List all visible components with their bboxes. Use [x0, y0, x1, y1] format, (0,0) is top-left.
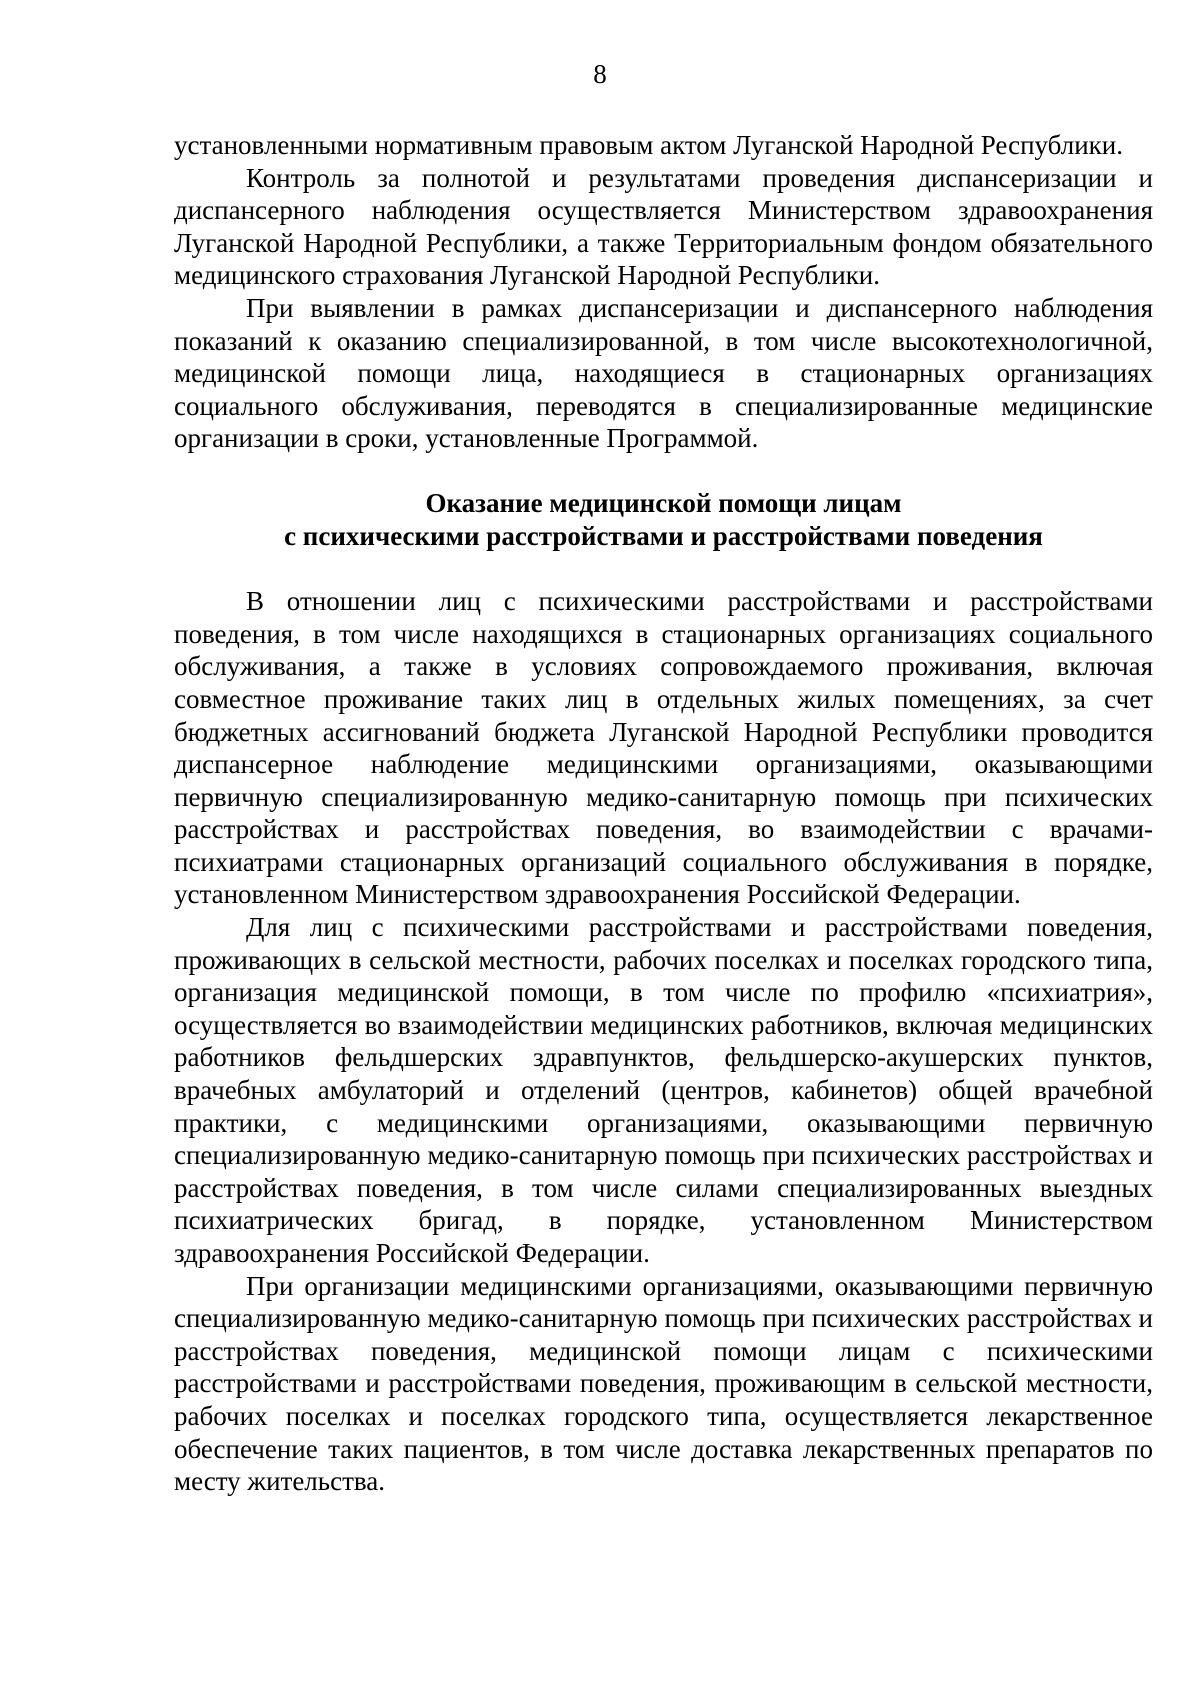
paragraph-drug-supply: При организации медицинскими организациями, оказывающими первичную специализированную медико-санитарную помощь при психических расстройствах и расстройствах поведения, медицинской помощи лицам с психическими расстройствами и расстройствами поведения, проживающим в сельской местности, рабочих поселках и поселках городского типа, осуществляется лекарственное обеспечение таких пациентов, в том числе доставка лекарственных препаратов по месту жительства. — [174, 1270, 1153, 1497]
page-number: 8 — [593, 59, 607, 89]
paragraph-dispensary-observation: В отношении лиц с психическими расстройствами и расстройствами поведения, в том числе находящихся в стационарных организациях социального обслуживания, а также в условиях сопровождаемого проживания, включая совместное проживание таких лиц в отдельных жилых помещениях, за счет бюджетных ассигнований бюджета Луганской Народной Республики проводится диспансерное наблюдение медицинскими организациями, оказывающими первичную специализированную медико-санитарную помощь при психических расстройствах и расстройствах поведения, во взаимодействии с врачами-психиатрами стационарных организаций социального обслуживания в порядке, установленном Министерством здравоохранения Российской Федерации. — [174, 586, 1153, 910]
paragraph-continuation: установленными нормативным правовым актом Луганской Народной Республики. — [174, 130, 1123, 160]
paragraph-rural-care: Для лиц с психическими расстройствами и расстройствами поведения, проживающих в сельской местности, рабочих поселках и поселках городского типа, организация медицинской помощи, в том числе по профилю «психиатрия», осуществляется во взаимодействии медицинских работников, включая медицинских работников фельдшерских здравпунктов, фельдшерско-акушерских пунктов, врачебных амбулаторий и отделений (центров, кабинетов) общей врачебной практики, с медицинскими организациями, оказывающими первичную специализированную медико-санитарную помощь при психических расстройствах и расстройствах поведения, в том числе силами специализированных выездных психиатрических бригад, в порядке, установленном Министерством здравоохранения Российской Федерации. — [174, 912, 1153, 1268]
section-title-line-1: Оказание медицинской помощи лицам — [425, 487, 902, 518]
section-title — [174, 487, 1153, 552]
paragraph-referral: При выявлении в рамках диспансеризации и диспансерного наблюдения показаний к оказанию специализированной, в том числе высокотехнологичной, медицинской помощи лица, находящиеся в стационарных организациях социального обслуживания, переводятся в специализированные медицинские организации в сроки, установленные Программой. — [174, 292, 1153, 454]
paragraph-control: Контроль за полнотой и результатами проведения диспансеризации и диспансерного наблюдения осуществляется Министерством здравоохранения Луганской Народной Республики, а также Территориальным фондом обязательного медицинского страхования Луганской Народной Республики. — [174, 162, 1153, 291]
section-title-line-2: с психическими расстройствами и расстройствами поведения — [284, 520, 1043, 551]
document-body — [174, 129, 1153, 1498]
